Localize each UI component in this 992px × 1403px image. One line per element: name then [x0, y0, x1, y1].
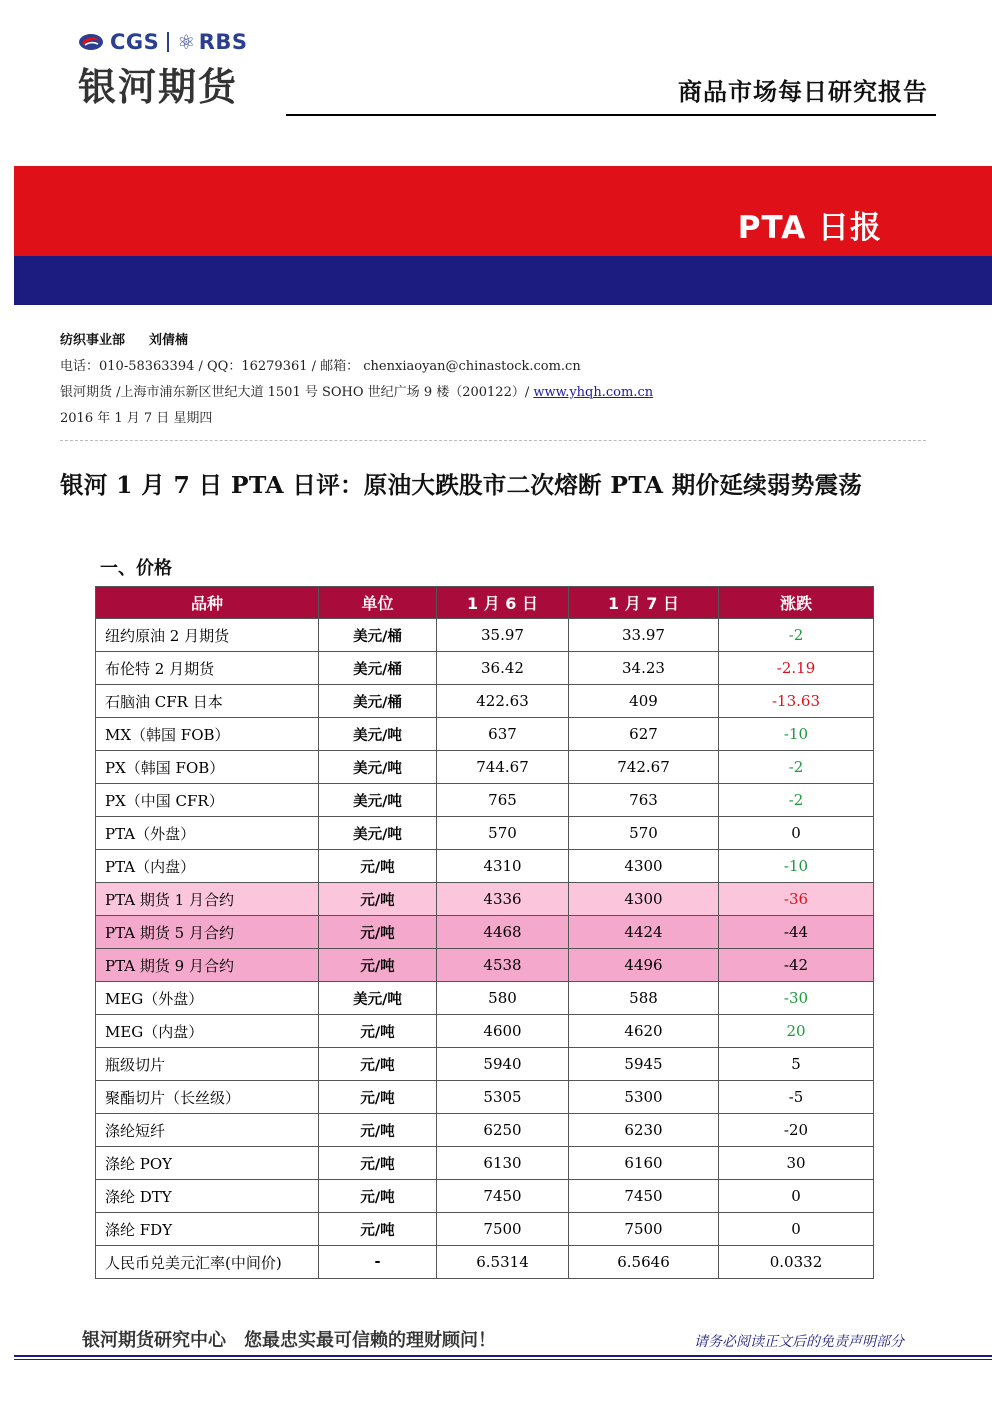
- table-row: [96, 652, 874, 685]
- table-row: [96, 1147, 874, 1180]
- cell-unit: 元/吨: [319, 850, 437, 883]
- cell-jan6: 744.67: [437, 751, 569, 784]
- header-jan6: 1 月 6 日: [437, 587, 569, 619]
- cell-change: -30: [719, 982, 874, 1015]
- header-rule: [286, 114, 936, 116]
- cell-jan6: 7450: [437, 1180, 569, 1213]
- cell-product: 涤纶 DTY: [96, 1180, 319, 1213]
- cell-jan7: 6160: [569, 1147, 719, 1180]
- department-line: [60, 328, 653, 354]
- table-row: [96, 1213, 874, 1246]
- cell-change: 0: [719, 1213, 874, 1246]
- cell-jan7: 7450: [569, 1180, 719, 1213]
- cell-unit: 元/吨: [319, 916, 437, 949]
- cell-change: -2.19: [719, 652, 874, 685]
- logo-company-name: 银河期货: [78, 65, 239, 109]
- cell-product: PTA 期货 1 月合约: [96, 883, 319, 916]
- cell-jan6: 637: [437, 718, 569, 751]
- cell-change: -5: [719, 1081, 874, 1114]
- cell-product: PTA 期货 9 月合约: [96, 949, 319, 982]
- table-row: [96, 1246, 874, 1279]
- website-link[interactable]: www.yhqh.com.cn: [533, 385, 654, 400]
- cell-product: PX（韩国 FOB）: [96, 751, 319, 784]
- cell-jan6: 5940: [437, 1048, 569, 1081]
- cell-jan6: 36.42: [437, 652, 569, 685]
- cell-jan7: 6.5646: [569, 1246, 719, 1279]
- cell-product: PTA（内盘）: [96, 850, 319, 883]
- cell-change: -36: [719, 883, 874, 916]
- logo-divider: [167, 32, 169, 52]
- header-change: 涨跌: [719, 587, 874, 619]
- cell-change: -44: [719, 916, 874, 949]
- cell-jan6: 5305: [437, 1081, 569, 1114]
- cell-product: 涤纶 POY: [96, 1147, 319, 1180]
- table-row: [96, 916, 874, 949]
- cell-jan7: 570: [569, 817, 719, 850]
- header-product: 品种: [96, 587, 319, 619]
- address-text: 银河期货 /上海市浦东新区世纪大道 1501 号 SOHO 世纪广场 9 楼（200122）/: [60, 385, 534, 400]
- cell-unit: 元/吨: [319, 1048, 437, 1081]
- contact-line: 电话：010-58363394 / QQ：16279361 / 邮箱： chenxiaoyan@chinastock.com.cn: [60, 359, 581, 374]
- cell-product: 纽约原油 2 月期货: [96, 619, 319, 652]
- footer-slogan: 您最忠实最可信赖的理财顾问！: [244, 1330, 496, 1351]
- cell-jan7: 7500: [569, 1213, 719, 1246]
- cell-unit: 元/吨: [319, 883, 437, 916]
- cell-change: 30: [719, 1147, 874, 1180]
- cell-product: 人民币兑美元汇率(中间价): [96, 1246, 319, 1279]
- cell-jan7: 4300: [569, 850, 719, 883]
- footer-branding: [82, 1326, 496, 1352]
- cell-product: 涤纶 FDY: [96, 1213, 319, 1246]
- cell-change: 0: [719, 1180, 874, 1213]
- headline: 银河 1 月 7 日 PTA 日评：原油大跌股市二次熔断 PTA 期价延续弱势震荡: [60, 471, 863, 499]
- cell-product: 涤纶短纤: [96, 1114, 319, 1147]
- cell-unit: 美元/吨: [319, 982, 437, 1015]
- cell-jan7: 588: [569, 982, 719, 1015]
- cell-jan7: 742.67: [569, 751, 719, 784]
- table-row: [96, 751, 874, 784]
- cell-unit: 美元/桶: [319, 619, 437, 652]
- table-row: [96, 883, 874, 916]
- cell-jan7: 34.23: [569, 652, 719, 685]
- dashed-divider: [60, 440, 926, 441]
- author-name: 刘倩楠: [149, 333, 189, 348]
- cell-change: -2: [719, 619, 874, 652]
- table-row: [96, 619, 874, 652]
- cell-change: -10: [719, 850, 874, 883]
- table-header-row: [96, 587, 874, 619]
- cell-jan7: 763: [569, 784, 719, 817]
- cell-unit: 元/吨: [319, 1114, 437, 1147]
- cell-product: 瓶级切片: [96, 1048, 319, 1081]
- cell-product: 布伦特 2 月期货: [96, 652, 319, 685]
- logo-cgs-text: CGS: [110, 30, 160, 54]
- cell-product: PTA（外盘）: [96, 817, 319, 850]
- cell-jan6: 7500: [437, 1213, 569, 1246]
- cell-product: PTA 期货 5 月合约: [96, 916, 319, 949]
- header-jan7: 1 月 7 日: [569, 587, 719, 619]
- cell-jan6: 4600: [437, 1015, 569, 1048]
- cell-change: -13.63: [719, 685, 874, 718]
- table-row: [96, 949, 874, 982]
- cell-change: 0.0332: [719, 1246, 874, 1279]
- department: 纺织事业部: [60, 333, 126, 348]
- cell-change: 0: [719, 817, 874, 850]
- cell-change: 20: [719, 1015, 874, 1048]
- footer-rule: [14, 1355, 992, 1357]
- cell-change: -42: [719, 949, 874, 982]
- cell-jan6: 6250: [437, 1114, 569, 1147]
- cell-unit: 美元/桶: [319, 652, 437, 685]
- cell-jan7: 5300: [569, 1081, 719, 1114]
- cell-change: -2: [719, 784, 874, 817]
- table-row: [96, 685, 874, 718]
- cell-jan6: 4336: [437, 883, 569, 916]
- cell-jan7: 409: [569, 685, 719, 718]
- footer-disclaimer: 请务必阅读正文后的免责声明部分: [694, 1334, 904, 1350]
- cell-jan6: 35.97: [437, 619, 569, 652]
- table-row: [96, 1180, 874, 1213]
- table-row: [96, 982, 874, 1015]
- table-row: [96, 1015, 874, 1048]
- cell-unit: 元/吨: [319, 1213, 437, 1246]
- cell-jan6: 570: [437, 817, 569, 850]
- cell-unit: -: [319, 1246, 437, 1279]
- cell-unit: 美元/吨: [319, 817, 437, 850]
- cell-jan6: 6130: [437, 1147, 569, 1180]
- address-line: [60, 380, 653, 406]
- report-type-title: 商品市场每日研究报告: [678, 78, 928, 106]
- cell-unit: 元/吨: [319, 1081, 437, 1114]
- cell-jan6: 6.5314: [437, 1246, 569, 1279]
- price-table: [95, 586, 874, 1279]
- cell-jan6: 4538: [437, 949, 569, 982]
- cell-jan7: 627: [569, 718, 719, 751]
- cell-jan6: 4468: [437, 916, 569, 949]
- cell-product: MEG（内盘）: [96, 1015, 319, 1048]
- cell-jan7: 5945: [569, 1048, 719, 1081]
- cell-product: MEG（外盘）: [96, 982, 319, 1015]
- cell-product: 石脑油 CFR 日本: [96, 685, 319, 718]
- report-title: PTA 日报: [737, 210, 882, 246]
- cell-unit: 元/吨: [319, 949, 437, 982]
- table-row: [96, 1081, 874, 1114]
- cell-change: -2: [719, 751, 874, 784]
- table-row: [96, 817, 874, 850]
- logo: [78, 30, 248, 111]
- cell-change: -10: [719, 718, 874, 751]
- cell-change: -20: [719, 1114, 874, 1147]
- cell-jan6: 765: [437, 784, 569, 817]
- cell-jan6: 580: [437, 982, 569, 1015]
- author-info: [60, 328, 653, 432]
- cell-unit: 美元/桶: [319, 685, 437, 718]
- footer-center: 银河期货研究中心: [82, 1330, 226, 1351]
- rbs-mark-icon: ⚛: [177, 30, 196, 54]
- cell-jan7: 4424: [569, 916, 719, 949]
- cell-product: PX（中国 CFR）: [96, 784, 319, 817]
- cell-jan7: 6230: [569, 1114, 719, 1147]
- table-body: [96, 619, 874, 1279]
- cell-jan7: 33.97: [569, 619, 719, 652]
- table-row: [96, 1048, 874, 1081]
- cell-unit: 元/吨: [319, 1015, 437, 1048]
- cell-unit: 元/吨: [319, 1147, 437, 1180]
- cell-unit: 美元/吨: [319, 784, 437, 817]
- title-banner: [14, 166, 992, 256]
- cell-unit: 美元/吨: [319, 718, 437, 751]
- cgs-swirl-icon: [78, 32, 104, 52]
- cell-product: MX（韩国 FOB）: [96, 718, 319, 751]
- table-row: [96, 718, 874, 751]
- cell-unit: 美元/吨: [319, 751, 437, 784]
- banner-stripe: [14, 256, 992, 305]
- cell-product: 聚酯切片（长丝级）: [96, 1081, 319, 1114]
- table-row: [96, 1114, 874, 1147]
- cell-jan7: 4496: [569, 949, 719, 982]
- cell-jan6: 422.63: [437, 685, 569, 718]
- cell-jan7: 4620: [569, 1015, 719, 1048]
- table-row: [96, 784, 874, 817]
- report-date: 2016 年 1 月 7 日 星期四: [60, 411, 213, 426]
- cell-unit: 元/吨: [319, 1180, 437, 1213]
- header-unit: 单位: [319, 587, 437, 619]
- cell-change: 5: [719, 1048, 874, 1081]
- table-row: [96, 850, 874, 883]
- logo-rbs-text: RBS: [198, 30, 248, 54]
- cell-jan6: 4310: [437, 850, 569, 883]
- section-title: 一、价格: [100, 558, 172, 579]
- footer-rule-thin: [14, 1359, 992, 1360]
- cell-jan7: 4300: [569, 883, 719, 916]
